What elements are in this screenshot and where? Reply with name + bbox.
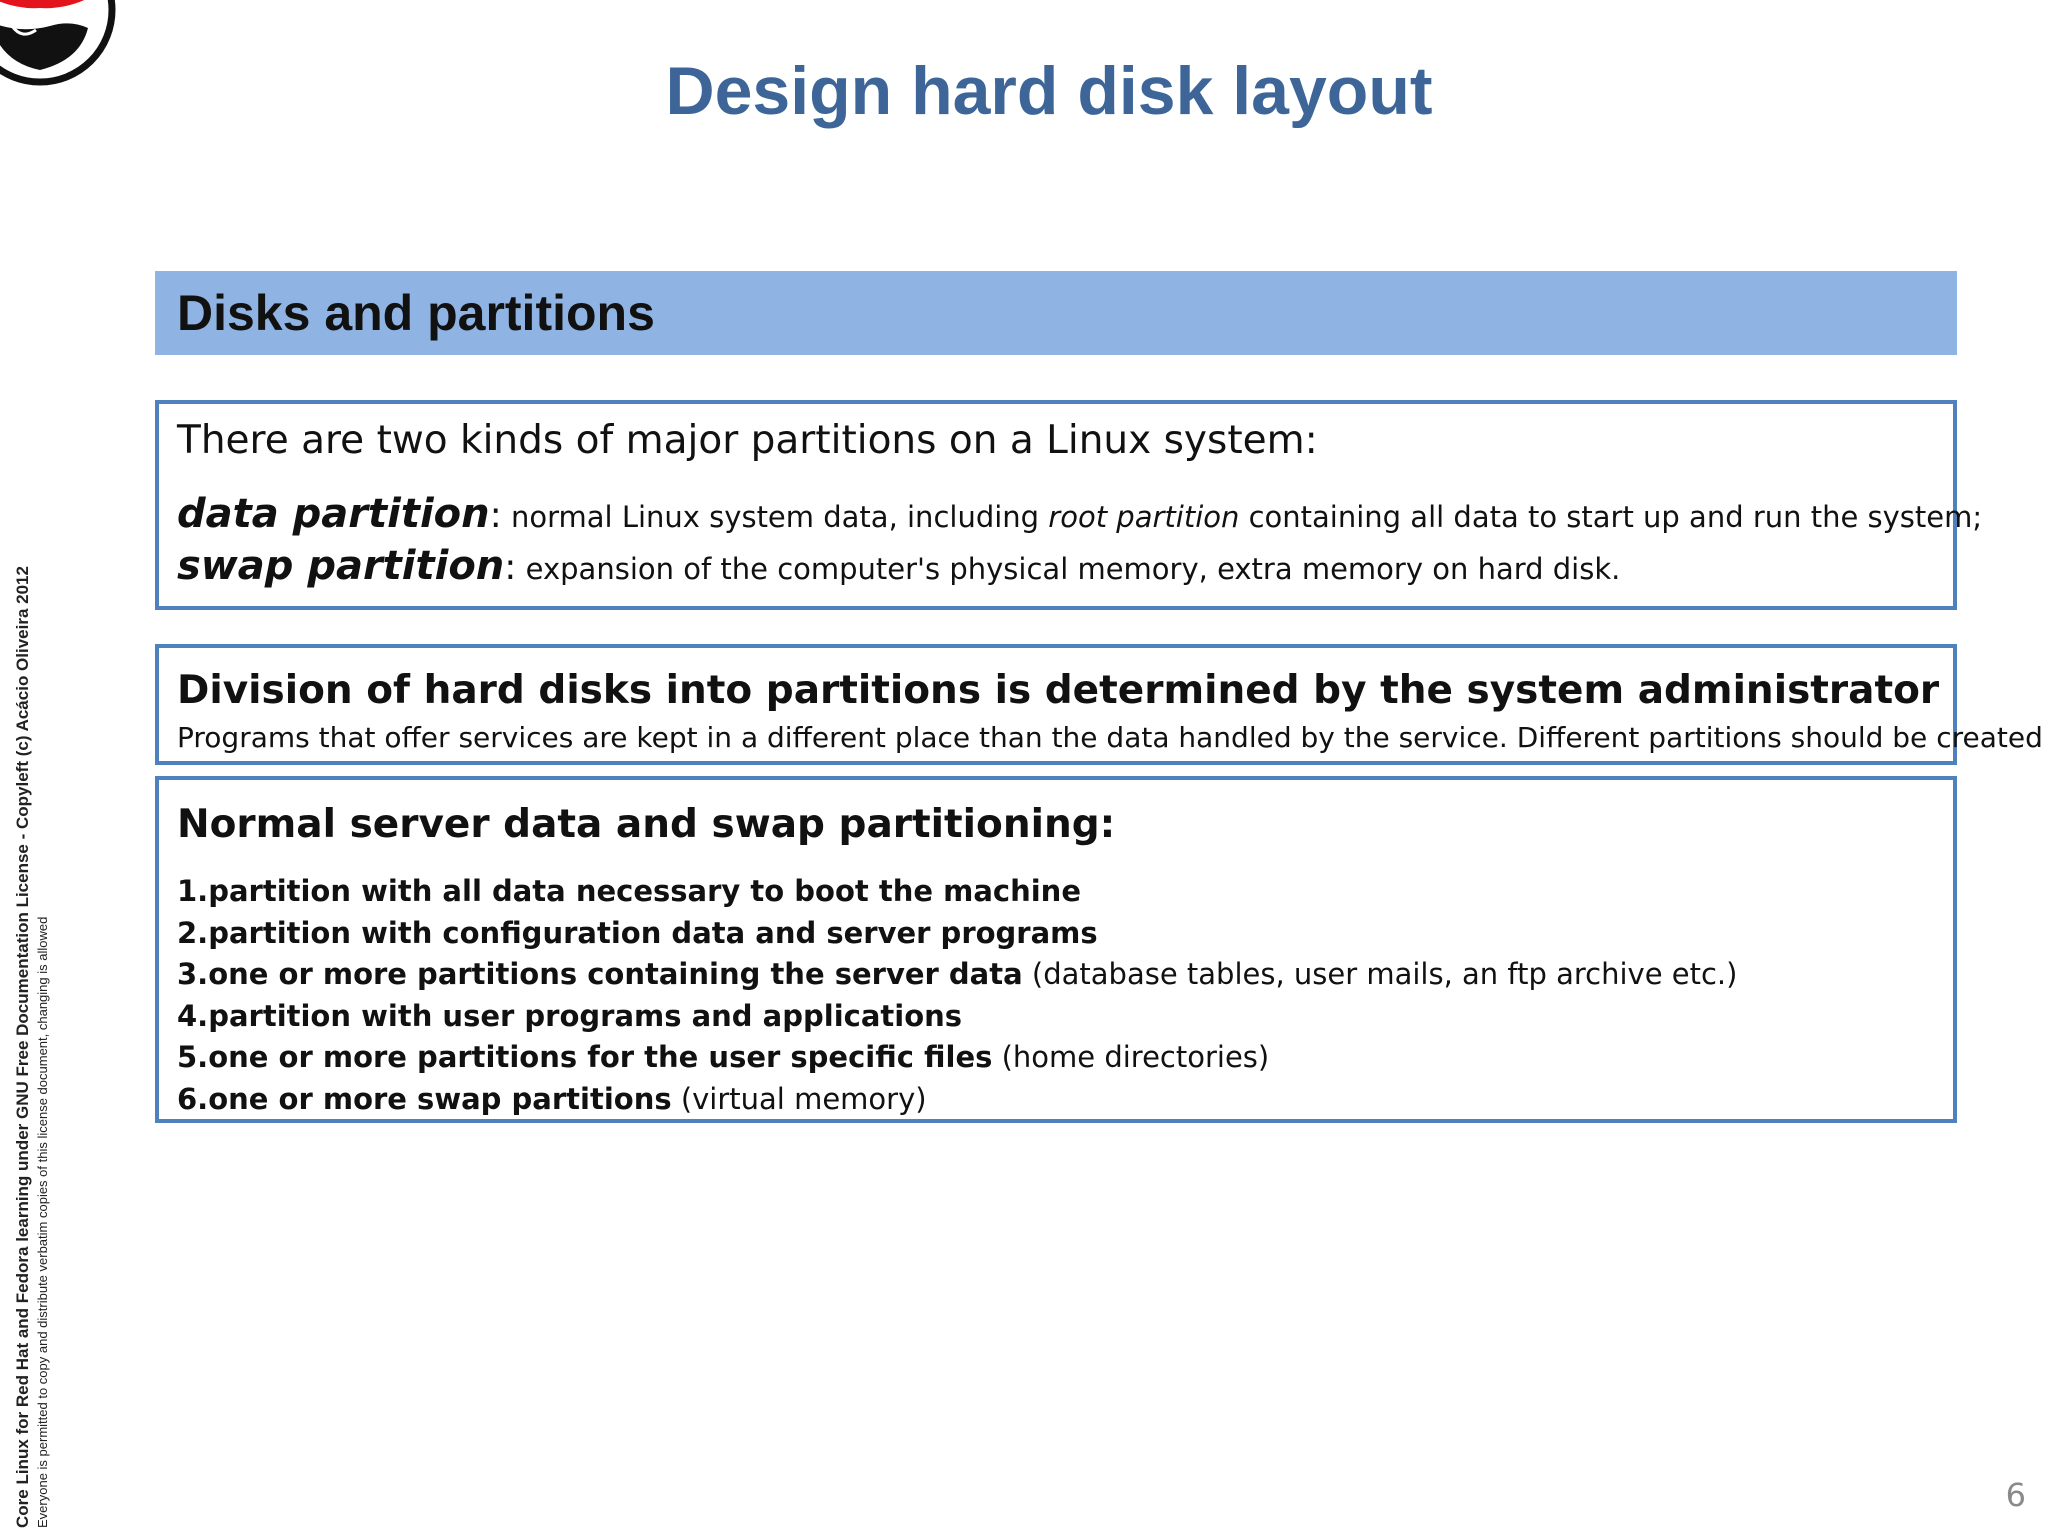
partitioning-box [155,776,1957,1123]
partition-list [177,871,1953,1120]
data-partition-term: data partition [177,491,490,537]
division-box [155,644,2043,765]
list-item: 3.one or more partitions containing the server data (database tables, user mails, an ftp archive etc.) [177,957,1738,991]
swap-partition-colon: : [504,547,517,588]
license-sidebar [12,566,52,1528]
slide-title: Design hard disk layout [665,53,1433,129]
swap-partition-desc: expansion of the computer's physical memory, extra memory on hard disk. [516,552,1621,586]
license-line-2: Everyone is permitted to copy and distribute verbatim copies of this license document, changing is allowed [35,916,50,1528]
list-item: 6.one or more swap partitions (virtual memory) [177,1081,927,1116]
partitioning-heading: Normal server data and swap partitioning: [177,802,1116,847]
list-item: 2.partition with configuration data and server programs [177,915,1098,950]
list-item: 4.partition with user programs and applications [177,998,963,1033]
license-line-1: Core Linux for Red Hat and Fedora learning under GNU Free Documentation License - Copyleft (c) Acácio Oliveira 2012 [13,566,32,1528]
swap-partition-term: swap partition [177,543,505,589]
list-item: 1.partition with all data necessary to boot the machine [177,874,1081,908]
swap-partition-line [177,543,1953,589]
division-text: Programs that offer services are kept in a different place than the data handled by the service. Different partitions should be created [177,721,2043,754]
division-heading: Division of hard disks into partitions is determined by the system administrator [177,668,1940,713]
partition-kinds-intro: There are two kinds of major partitions on a Linux system: [177,418,1318,463]
list-item: 5.one or more partitions for the user specific files (home directories) [177,1040,1270,1074]
page-number: 6 [2005,1476,2026,1514]
data-partition-colon: : [489,495,502,536]
partition-kinds-box [155,400,1983,610]
data-partition-line [177,491,1983,537]
data-partition-desc-a: normal Linux system data, including [501,500,1049,534]
data-partition-desc-b: containing all data to start up and run the system; [1239,500,1983,534]
section-banner: Disks and partitions [155,271,1957,355]
root-partition-term: root partition [1048,500,1240,534]
